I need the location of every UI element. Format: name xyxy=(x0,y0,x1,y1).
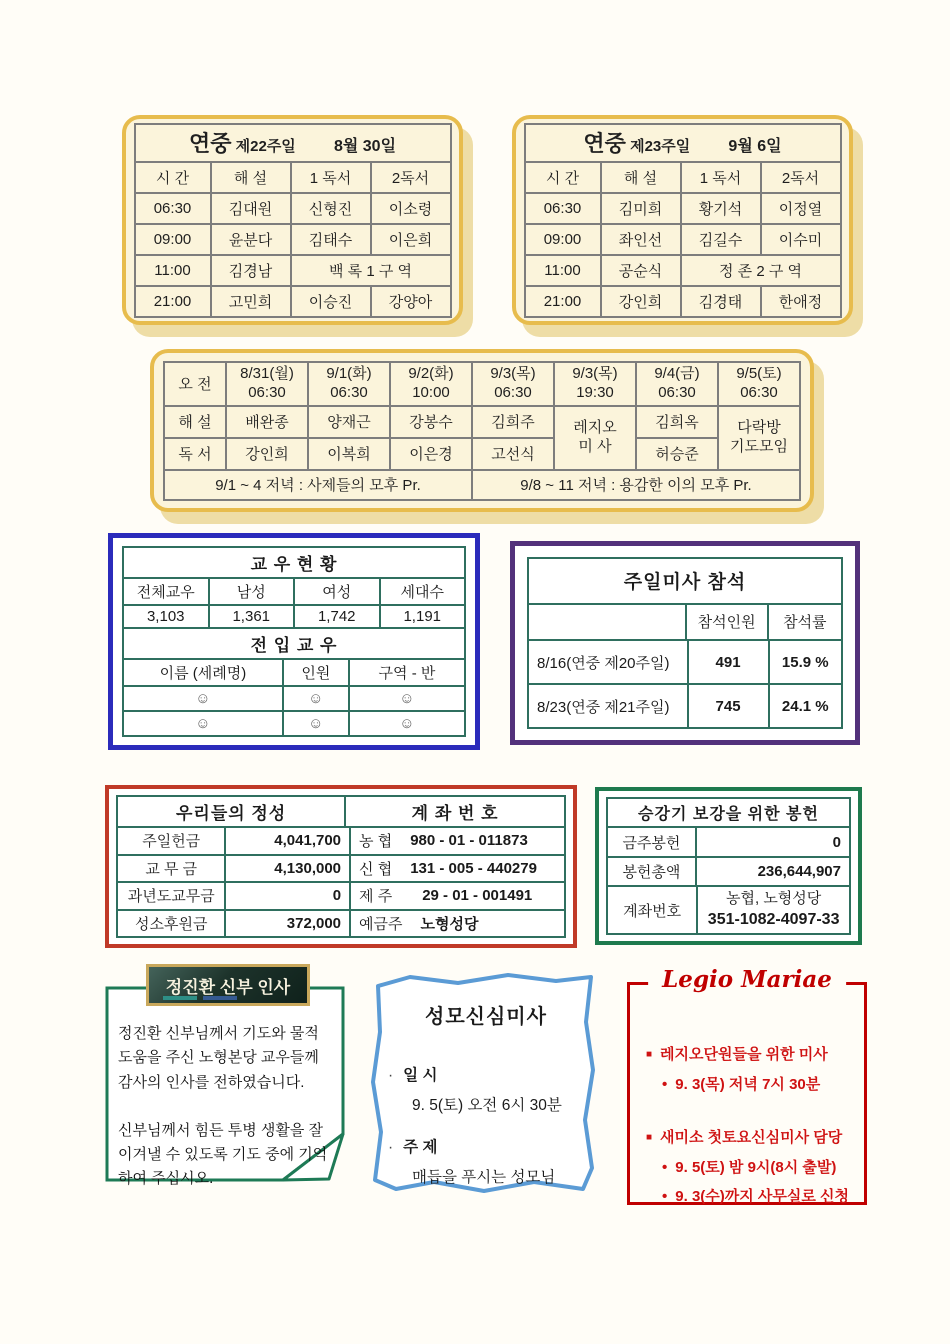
bullet-icon: · xyxy=(388,1139,394,1156)
table-header-row xyxy=(135,162,451,193)
elevator-account xyxy=(696,887,849,933)
table-row xyxy=(525,224,841,255)
cell-commentator: 김희옥 xyxy=(636,406,718,438)
dot-bullet-icon: • xyxy=(662,1075,668,1093)
elevator-donation-table xyxy=(606,797,851,935)
attendance-rate: 24.1 % xyxy=(768,685,841,727)
cell-reader2: 강양아 xyxy=(371,286,451,317)
member-status-title: 교 우 현 황 xyxy=(250,555,338,574)
col-header: 여성 xyxy=(293,579,379,604)
cell-commentator: 김대원 xyxy=(211,193,291,224)
col-header: 2독서 xyxy=(371,162,451,193)
table-row xyxy=(135,193,451,224)
priest-note-paragraph: 정진환 신부님께서 기도와 물적 도움을 주신 노형본당 교우들께 감사의 인사를 전하였습니다. xyxy=(118,1025,319,1091)
account-row xyxy=(349,911,564,937)
transfer-row-placeholder: ☺ xyxy=(282,712,348,735)
cell-date-time: 8/31(월) 06:30 xyxy=(226,362,308,406)
cell-reader1: 김경태 xyxy=(681,286,761,317)
schedule-title: 연중 xyxy=(583,131,626,156)
col-header-empty xyxy=(529,605,685,640)
marian-title: 성모신심미사 xyxy=(425,1006,547,1028)
table-row-readers xyxy=(164,438,800,470)
cell-reader: 허승준 xyxy=(636,438,718,470)
bank-label: 농 협 xyxy=(359,833,393,851)
col-header: 세대수 xyxy=(379,579,465,604)
bank-label: 예금주 xyxy=(359,915,403,933)
cell-merged-prayer-meeting: 다락방 기도모임 xyxy=(718,406,800,470)
offering-amount: 4,130,000 xyxy=(224,856,349,882)
col-header: 이름 (세례명) xyxy=(159,665,247,682)
cell-time: 06:30 xyxy=(525,193,601,224)
legio-subitem-text: 9. 5(토) 밤 9시(8시 출발) xyxy=(675,1158,837,1176)
account-holder: 노형성당 xyxy=(420,915,479,933)
cell-reader2: 이은희 xyxy=(371,224,451,255)
offering-label: 교 무 금 xyxy=(145,860,198,878)
cell-date-time: 9/4(금) 06:30 xyxy=(636,362,718,406)
dot-bullet-icon: • xyxy=(662,1188,668,1205)
account-number: 29 - 01 - 001491 xyxy=(422,887,533,905)
cell-time: 21:00 xyxy=(135,286,211,317)
cell-commentator: 김경남 xyxy=(211,255,291,286)
marian-item-value: 9. 5(토) 오전 6시 30분 xyxy=(412,1097,562,1114)
attendance-count: 491 xyxy=(687,641,768,683)
legio-body xyxy=(630,985,864,1207)
table-header-row xyxy=(164,362,800,406)
table-row xyxy=(525,286,841,317)
legio-subitem-text: 9. 3(목) 저녁 7시 30분 xyxy=(675,1075,821,1093)
chalk-marks xyxy=(163,996,197,1000)
elevator-account-label: 계좌번호 xyxy=(623,902,682,920)
member-status-box xyxy=(108,533,480,750)
transfer-row-placeholder: ☺ xyxy=(195,690,211,707)
transfer-row-placeholder: ☺ xyxy=(348,712,464,735)
cell-time: 09:00 xyxy=(135,224,211,255)
transfer-title: 전 입 교 우 xyxy=(250,636,338,655)
col-header: 1 독서 xyxy=(681,162,761,193)
account-row xyxy=(349,856,564,882)
offering-label: 과년도교무금 xyxy=(127,888,215,906)
col-header: 해 설 xyxy=(211,162,291,193)
legio-title: Legio Mariae xyxy=(648,966,846,993)
table-header-row xyxy=(525,162,841,193)
cell-date-time: 9/2(화) 10:00 xyxy=(390,362,472,406)
sunday-schedule-card-week23 xyxy=(512,115,853,325)
elevator-title: 승강기 보강을 위한 봉헌 xyxy=(638,806,819,824)
table-footer-row xyxy=(164,470,800,500)
account-title: 계 좌 번 호 xyxy=(344,797,564,826)
schedule-week: 제22주일 xyxy=(235,138,296,155)
col-header: 참석률 xyxy=(767,605,841,640)
offerings-box xyxy=(105,785,577,948)
table-title-row xyxy=(525,124,841,162)
cell-commentator: 좌인선 xyxy=(601,224,681,255)
attendance-rate: 15.9 % xyxy=(768,641,841,683)
account-row xyxy=(349,883,564,909)
cell-commentator: 김미희 xyxy=(601,193,681,224)
priest-note-badge-label: 정진환 신부 인사 xyxy=(165,977,291,997)
col-header: 2독서 xyxy=(761,162,841,193)
legio-item xyxy=(646,1128,854,1148)
cell-date-time: 9/3(목) 19:30 xyxy=(554,362,636,406)
row-label: 오 전 xyxy=(164,362,226,406)
cell-date-time: 9/1(화) 06:30 xyxy=(308,362,390,406)
footer-left: 9/1 ~ 4 저녁 : 사제들의 모후 Pr. xyxy=(164,470,472,500)
marian-item-value: 매듭을 푸시는 성모님 xyxy=(412,1169,556,1186)
legio-box xyxy=(627,982,867,1205)
footer-right: 9/8 ~ 11 저녁 : 용감한 이의 모후 Pr. xyxy=(472,470,800,500)
square-bullet-icon: ■ xyxy=(646,1132,653,1143)
cell-commentator: 양재근 xyxy=(308,406,390,438)
cell-reader: 강인희 xyxy=(226,438,308,470)
marian-item-datetime xyxy=(388,1063,584,1115)
cell-merged-district: 백 록 1 구 역 xyxy=(291,255,451,286)
elevator-account-bank: 농협, 노형성당 xyxy=(726,890,822,908)
cell-reader1: 김태수 xyxy=(291,224,371,255)
offering-amount: 372,000 xyxy=(224,911,349,937)
value-female: 1,742 xyxy=(293,606,379,627)
elevator-donation-box xyxy=(595,787,862,945)
cell-reader: 이복희 xyxy=(308,438,390,470)
cell-reader1: 신형진 xyxy=(291,193,371,224)
col-header: 구역 - 반 xyxy=(348,660,464,685)
row-label: 해 설 xyxy=(164,406,226,438)
offering-label: 주일헌금 xyxy=(142,833,201,851)
cell-date-time: 9/3(목) 06:30 xyxy=(472,362,554,406)
col-header: 전체교우 xyxy=(136,584,195,601)
spacer xyxy=(646,1094,854,1120)
transfer-row-placeholder: ☺ xyxy=(348,687,464,710)
attendance-title: 주일미사 참석 xyxy=(623,572,747,594)
weekday-schedule-table xyxy=(163,361,801,501)
marian-item-theme xyxy=(388,1135,584,1187)
elevator-row-label: 금주봉헌 xyxy=(622,834,681,852)
offering-amount: 0 xyxy=(224,883,349,909)
row-label: 독 서 xyxy=(164,438,226,470)
table-row xyxy=(135,286,451,317)
col-header: 남성 xyxy=(208,579,294,604)
value-households: 1,191 xyxy=(379,606,465,627)
elevator-row-label: 봉헌총액 xyxy=(622,863,681,881)
table-row xyxy=(525,193,841,224)
cell-reader1: 김길수 xyxy=(681,224,761,255)
table-title-row xyxy=(135,124,451,162)
bullet-icon: · xyxy=(388,1067,394,1084)
schedule-date: 8월 30일 xyxy=(333,138,397,155)
cell-commentator: 공순식 xyxy=(601,255,681,286)
schedule-date: 9월 6일 xyxy=(728,138,782,155)
attendance-table xyxy=(527,557,843,729)
legio-item-text: 레지오단원들을 위한 미사 xyxy=(660,1046,828,1063)
sunday-schedule-table-week23 xyxy=(524,123,842,318)
col-header: 참석인원 xyxy=(685,605,767,640)
table-row xyxy=(525,255,841,286)
table-row xyxy=(135,255,451,286)
sunday-schedule-table-week22 xyxy=(134,123,452,318)
cell-reader2: 이정열 xyxy=(761,193,841,224)
cell-commentator: 윤분다 xyxy=(211,224,291,255)
cell-reader2: 이소령 xyxy=(371,193,451,224)
attendance-row-label: 8/16(연중 제20주일) xyxy=(537,654,670,672)
transfer-row-placeholder: ☺ xyxy=(195,715,211,732)
table-row xyxy=(135,224,451,255)
col-header: 시 간 xyxy=(525,162,601,193)
attendance-row-label: 8/23(연중 제21주일) xyxy=(537,698,670,716)
legio-subitem xyxy=(662,1075,854,1095)
offering-label: 성소후원금 xyxy=(135,915,208,933)
col-header: 1 독서 xyxy=(291,162,371,193)
marian-item-label: 일 시 xyxy=(403,1067,438,1084)
elevator-total-amount: 236,644,907 xyxy=(695,858,849,885)
schedule-title: 연중 xyxy=(188,131,232,156)
legio-subitem xyxy=(662,1187,854,1207)
bank-label: 제 주 xyxy=(359,888,393,906)
cell-time: 21:00 xyxy=(525,286,601,317)
account-row xyxy=(349,828,564,854)
weekday-schedule-card xyxy=(150,349,814,512)
cell-reader: 이은경 xyxy=(390,438,472,470)
transfer-row-placeholder: ☺ xyxy=(282,687,348,710)
schedule-week: 제23주일 xyxy=(630,138,691,155)
cell-reader2: 한애정 xyxy=(761,286,841,317)
cell-commentator: 배완종 xyxy=(226,406,308,438)
col-header: 시 간 xyxy=(135,162,211,193)
legio-subitem xyxy=(662,1158,854,1178)
col-header: 인원 xyxy=(282,660,348,685)
value-male: 1,361 xyxy=(208,606,294,627)
col-header: 해 설 xyxy=(601,162,681,193)
cell-reader1: 황기석 xyxy=(681,193,761,224)
cell-reader1: 이승진 xyxy=(291,286,371,317)
cell-time: 09:00 xyxy=(525,224,601,255)
cell-merged-district: 정 존 2 구 역 xyxy=(681,255,841,286)
offering-amount: 4,041,700 xyxy=(224,828,349,854)
legio-subitem-text: 9. 3(수)까지 사무실로 신청 xyxy=(675,1188,850,1205)
legio-item-text: 새미소 첫토요신심미사 담당 xyxy=(660,1129,843,1146)
square-bullet-icon: ■ xyxy=(646,1049,653,1060)
cell-commentator: 김희주 xyxy=(472,406,554,438)
attendance-count: 745 xyxy=(687,685,768,727)
cell-merged-legio-mass: 레지오 미 사 xyxy=(554,406,636,470)
sunday-schedule-card-week22 xyxy=(122,115,463,325)
priest-note-body xyxy=(118,1022,334,1192)
marian-note-body xyxy=(388,1000,584,1187)
attendance-box xyxy=(510,541,860,745)
account-number: 980 - 01 - 011873 xyxy=(410,832,528,850)
cell-time: 11:00 xyxy=(525,255,601,286)
elevator-account-number: 351-1082-4097-33 xyxy=(707,911,840,929)
cell-reader: 고선식 xyxy=(472,438,554,470)
priest-note-badge xyxy=(146,964,310,1006)
account-number: 131 - 005 - 440279 xyxy=(410,859,537,877)
legio-item xyxy=(646,1045,854,1065)
bank-label: 신 협 xyxy=(359,860,393,878)
offerings-table xyxy=(116,795,566,938)
dot-bullet-icon: • xyxy=(662,1158,668,1176)
priest-note-paragraph: 신부님께서 힘든 투병 생활을 잘 이겨낼 수 있도록 기도 중에 기억하여 주십시오. xyxy=(118,1121,328,1188)
cell-time: 06:30 xyxy=(135,193,211,224)
marian-item-label: 주 제 xyxy=(403,1139,438,1156)
member-status-table xyxy=(122,546,466,737)
cell-commentator: 고민희 xyxy=(211,286,291,317)
offerings-title: 우리들의 정성 xyxy=(175,804,287,823)
cell-reader2: 이수미 xyxy=(761,224,841,255)
value-total-members: 3,103 xyxy=(146,608,185,625)
cell-date-time: 9/5(토) 06:30 xyxy=(718,362,800,406)
cell-time: 11:00 xyxy=(135,255,211,286)
cell-commentator: 강봉수 xyxy=(390,406,472,438)
table-row-commentators xyxy=(164,406,800,438)
cell-commentator: 강인희 xyxy=(601,286,681,317)
elevator-week-amount: 0 xyxy=(695,828,849,855)
